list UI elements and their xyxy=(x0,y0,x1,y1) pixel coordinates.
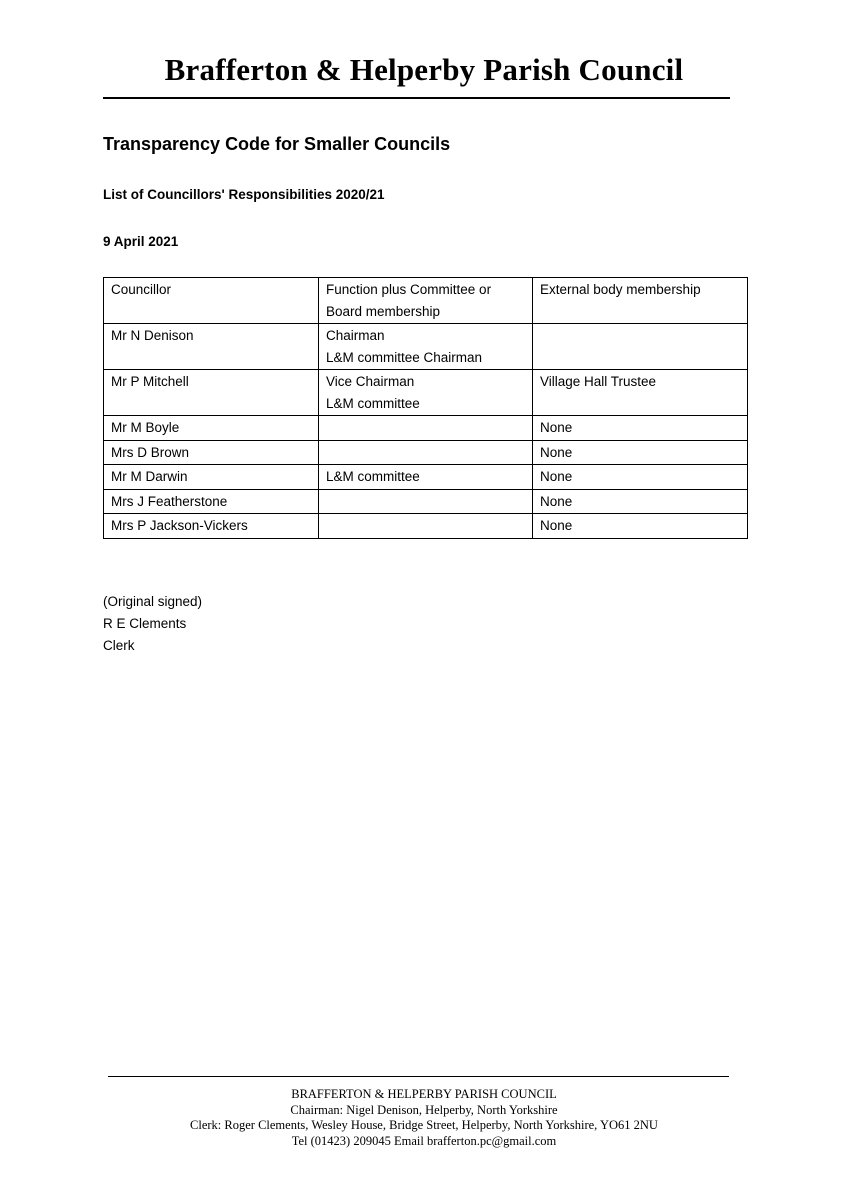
header-cell-external xyxy=(533,278,748,324)
table-row xyxy=(104,465,748,490)
cell-external: Village Hall Trustee xyxy=(533,370,748,416)
cell-external: None xyxy=(533,440,748,465)
cell-councillor: Mrs P Jackson-Vickers xyxy=(104,514,319,539)
cell-function xyxy=(319,514,533,539)
footer-divider xyxy=(108,1076,729,1077)
cell-function xyxy=(319,489,533,514)
cell-external: None xyxy=(533,514,748,539)
header-line: External body membership xyxy=(540,282,701,297)
cell-function: L&M committee xyxy=(319,465,533,490)
cell-external: None xyxy=(533,416,748,441)
cell-function-line: Vice Chairman xyxy=(326,374,415,389)
document-subtitle: List of Councillors' Responsibilities 2020/21 xyxy=(103,187,385,202)
cell-function xyxy=(319,416,533,441)
org-title: Brafferton & Helperby Parish Council xyxy=(164,52,684,87)
document-date: 9 April 2021 xyxy=(103,234,179,249)
document-title: Transparency Code for Smaller Councils xyxy=(103,134,451,154)
cell-function xyxy=(319,370,533,416)
footer xyxy=(0,1087,848,1149)
signed-note: (Original signed) xyxy=(103,594,203,609)
header-divider xyxy=(103,97,730,99)
cell-function-line: L&M committee Chairman xyxy=(326,349,483,365)
header-cell-function xyxy=(319,278,533,324)
header-line: Councillor xyxy=(111,282,172,297)
cell-councillor: Mrs J Featherstone xyxy=(104,489,319,514)
cell-external: None xyxy=(533,489,748,514)
table-row xyxy=(104,440,748,465)
cell-councillor: Mr N Denison xyxy=(104,324,319,370)
responsibilities-table xyxy=(103,277,748,539)
cell-function-line: L&M committee xyxy=(326,395,420,411)
footer-org: BRAFFERTON & HELPERBY PARISH COUNCIL xyxy=(291,1087,557,1101)
table-header-row xyxy=(104,278,748,324)
table-row xyxy=(104,489,748,514)
footer-clerk: Clerk: Roger Clements, Wesley House, Bridge Street, Helperby, North Yorkshire, YO61 2NU xyxy=(190,1118,658,1132)
cell-function xyxy=(319,324,533,370)
cell-councillor: Mr P Mitchell xyxy=(104,370,319,416)
table-row xyxy=(104,514,748,539)
header-line: Function plus Committee or xyxy=(326,282,492,297)
cell-external: None xyxy=(533,465,748,490)
header-cell-councillor xyxy=(104,278,319,324)
footer-chairman: Chairman: Nigel Denison, Helperby, North Yorkshire xyxy=(290,1102,558,1117)
footer-contact: Tel (01423) 209045 Email brafferton.pc@gmail.com xyxy=(291,1133,557,1148)
signatory-name: R E Clements xyxy=(103,616,187,631)
signatory-role: Clerk xyxy=(103,638,135,653)
cell-councillor: Mrs D Brown xyxy=(104,440,319,465)
cell-function xyxy=(319,440,533,465)
cell-councillor: Mr M Boyle xyxy=(104,416,319,441)
header-line: Board membership xyxy=(326,303,441,319)
table-row xyxy=(104,324,748,370)
table-row xyxy=(104,416,748,441)
cell-councillor: Mr M Darwin xyxy=(104,465,319,490)
table-row xyxy=(104,370,748,416)
signature-block xyxy=(103,591,202,657)
cell-external xyxy=(533,324,748,370)
cell-function-line: Chairman xyxy=(326,328,385,343)
